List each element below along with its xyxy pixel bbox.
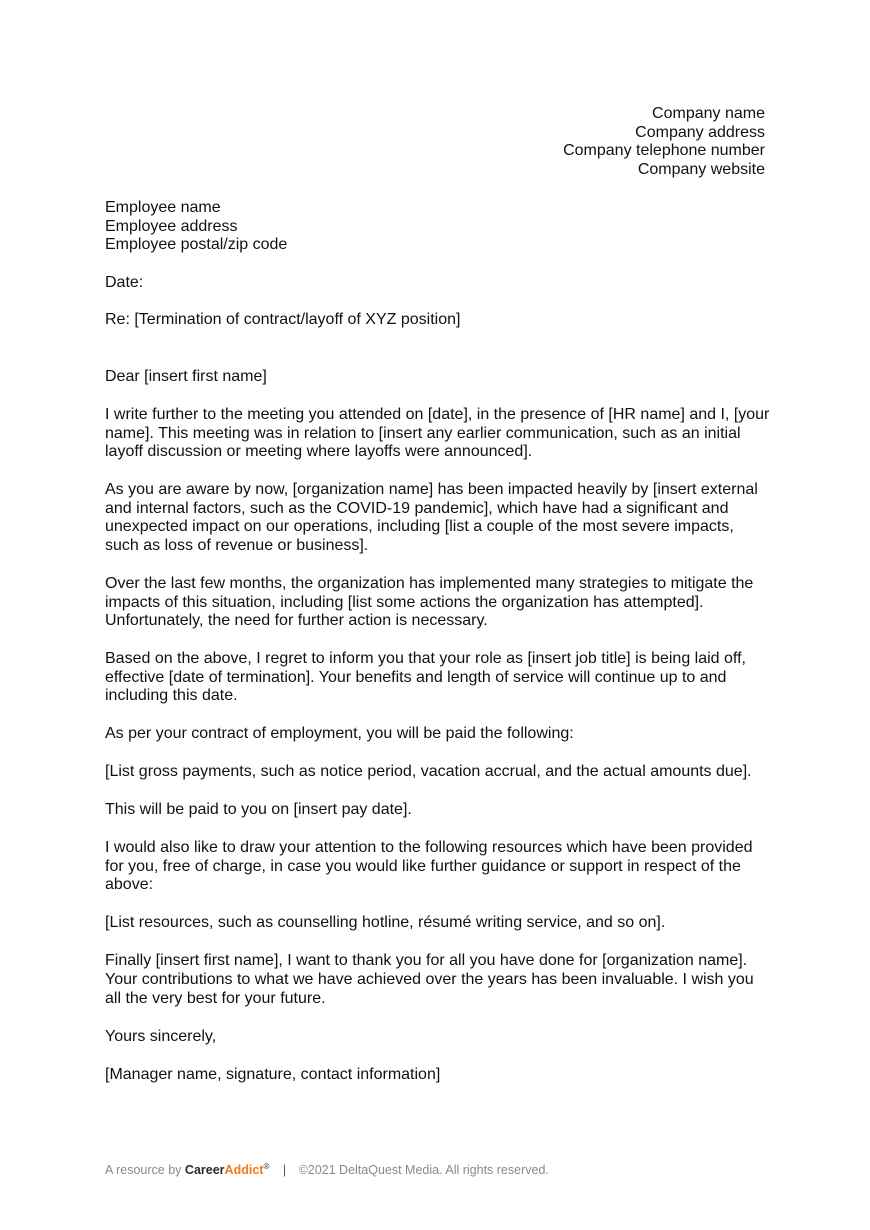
paragraph-pay-date: This will be paid to you on [insert pay date].	[105, 801, 412, 819]
footer-copyright: ©2021 DeltaQuest Media. All rights reserved.	[298, 1163, 549, 1178]
closing: Yours sincerely,	[105, 1027, 217, 1045]
salutation: Dear [insert first name]	[105, 368, 267, 385]
brand-addict: Addict	[224, 1163, 264, 1178]
company-address: Company address	[635, 123, 765, 141]
footer	[105, 1162, 549, 1177]
recipient-block	[105, 199, 287, 255]
letter-body	[105, 368, 770, 1104]
registered-mark: ®	[263, 1162, 270, 1171]
paragraph-contract: As per your contract of employment, you will be paid the following:	[105, 725, 574, 743]
paragraph-layoff-notice: Based on the above, I regret to inform you that your role as [insert job title] is being laid off, effective [date of termination]. Your benefits and length of service will continue up to and including this date.	[105, 650, 746, 705]
company-name: Company name	[652, 105, 765, 122]
paragraph-resources-list: [List resources, such as counselling hotline, résumé writing service, and so on].	[105, 914, 666, 932]
paragraph-meeting: I write further to the meeting you attended on [date], in the presence of [HR name] and I, [your name]. This meeting was in relation to [insert any earlier communication, such as an initial layoff discussion or meeting where layoffs were announced].	[105, 405, 770, 461]
company-phone: Company telephone number	[563, 142, 765, 160]
paragraph-resources-intro: I would also like to draw your attention to the following resources which have been provided for you, free of charge, in case you would like further guidance or support in respect of the above:	[105, 839, 753, 894]
employee-postal: Employee postal/zip code	[105, 236, 288, 254]
date-label: Date:	[105, 274, 144, 291]
footer-separator: |	[282, 1163, 287, 1178]
footer-resource-text: A resource by	[105, 1163, 182, 1178]
brand-career: Career	[184, 1163, 225, 1178]
employee-name: Employee name	[105, 199, 221, 216]
company-website: Company website	[637, 160, 765, 178]
employee-address: Employee address	[105, 217, 238, 235]
paragraph-thanks: Finally [insert first name], I want to thank you for all you have done for [organization name]. Your contributions to what we have achieved over the years has been invaluable. I wish you all the very best for your future.	[105, 952, 754, 1007]
signature: [Manager name, signature, contact information]	[105, 1065, 441, 1083]
paragraph-strategies: Over the last few months, the organization has implemented many strategies to mitigate the impacts of this situation, including [list some actions the organization has attempted]. Unfortunately, the need for further action is necessary.	[105, 574, 754, 630]
subject-line: Re: [Termination of contract/layoff of XYZ position]	[105, 311, 461, 328]
paragraph-payments: [List gross payments, such as notice period, vacation accrual, and the actual amounts due].	[105, 763, 752, 781]
sender-block	[563, 105, 765, 179]
paragraph-impact: As you are aware by now, [organization name] has been impacted heavily by [insert external and internal factors, such as the COVID-19 pandemic], which have had a significant and unexpected impact on our operations, including [list a couple of the most severe impacts, such as loss of revenue or business].	[105, 481, 758, 554]
careeraddict-logo	[185, 1163, 269, 1177]
